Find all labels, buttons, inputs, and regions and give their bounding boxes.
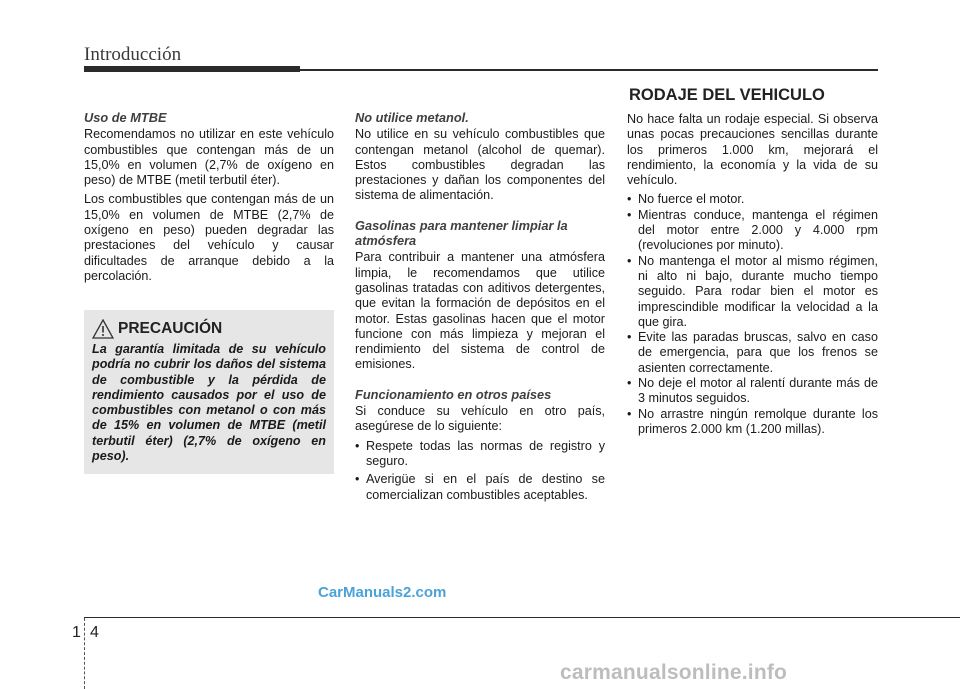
- footer-rule: [84, 617, 960, 618]
- column-middle: [355, 110, 605, 506]
- paragraph-rodaje-intro: No hace falta un rodaje especial. Si observa unas pocas precauciones sencillas durante los primeros 1.000 km, mejorará el rendimiento, la economía y la vida de su vehículo.: [627, 112, 878, 188]
- list-item: • No mantenga el motor al mismo régimen, ni alto ni bajo, durante mucho tiempo seguido. Para rodar bien el motor es imprescindible modificar la velocidad a la que gira.: [627, 254, 878, 330]
- paragraph-gasolinas: Para contribuir a mantener una atmósfera limpia, le recomendamos que utilice gasolinas tratadas con aditivos detergentes, que evitan la formación de depósitos en el motor. Estas gasolinas hacen que el motor funcione con más limpieza y mejoran el rendimiento del sistema de control de emisiones.: [355, 250, 605, 372]
- header-rule-thin: [300, 69, 878, 71]
- list-item: • Averigüe si en el país de destino se comercializan combustibles aceptables.: [355, 472, 605, 503]
- header-rule-thick: [84, 66, 300, 72]
- paragraph-mtbe-1: Recomendamos no utilizar en este vehículo combustibles que contengan más de un 15,0% en volumen (2,7% de oxígeno en peso) de MTBE (metil terbutil éter).: [84, 127, 334, 188]
- caution-header: [92, 318, 326, 340]
- subheading-gasolinas: Gasolinas para mantener limpiar la atmósfera: [355, 217, 568, 249]
- subheading-mtbe: Uso de MTBE: [84, 110, 167, 125]
- warning-triangle-icon: [92, 319, 114, 339]
- subheading-otros-paises: Funcionamiento en otros países: [355, 386, 552, 402]
- subheading-metanol: No utilice metanol.: [355, 110, 469, 125]
- column-left: [84, 110, 334, 288]
- list-item: • Respete todas las normas de registro y seguro.: [355, 439, 605, 470]
- list-item: • No fuerce el motor.: [627, 192, 878, 207]
- paragraph-otros-paises: Si conduce su vehículo en otro país, asegúrese de lo siguiente:: [355, 404, 605, 434]
- page-section-number: 1: [72, 624, 81, 641]
- caution-text: La garantía limitada de su vehículo podría no cubrir los daños del sistema de combustible y la pérdida de rendimiento causados por el uso de combustibles con metanol o con más de 15% en volumen de MTBE (metil terbutil éter) (2,7% de oxígeno en peso).: [92, 342, 326, 464]
- list-item: • No arrastre ningún remolque durante los primeros 2.000 km (1.200 millas).: [627, 407, 878, 438]
- paragraph-mtbe-2: Los combustibles que contengan más de un 15,0% en volumen de MTBE (2,7% de oxígeno en peso) pueden degradar las prestaciones del vehículo y causar dificultades de arranque debido a la percolación.: [84, 192, 334, 283]
- list-item: • No deje el motor al ralentí durante más de 3 minutos seguidos.: [627, 376, 878, 407]
- caution-box: [84, 310, 334, 474]
- chapter-title: Introducción: [84, 44, 182, 65]
- site-watermark: carmanualsonline.info: [560, 661, 788, 684]
- list-item: • Evite las paradas bruscas, salvo en caso de emergencia, para que los frenos se asienten correctamente.: [627, 330, 878, 376]
- section-title-rodaje: RODAJE DEL VEHICULO: [629, 86, 825, 104]
- caution-title: PRECAUCIÓN: [118, 320, 223, 337]
- list-rodaje: [627, 192, 878, 437]
- list-item: • Mientras conduce, mantenga el régimen del motor entre 2.000 y 4.000 rpm (revoluciones por minuto).: [627, 208, 878, 254]
- paragraph-metanol: No utilice en su vehículo combustibles que contengan metanol (alcohol de quemar). Estos combustibles degradan las prestaciones y dañan los componentes del sistema de alimentación.: [355, 127, 605, 203]
- page-number: 4: [90, 624, 99, 641]
- footer-divider: [84, 618, 85, 689]
- watermark-link[interactable]: CarManuals2.com: [318, 584, 447, 601]
- column-right: [627, 112, 878, 437]
- list-otros-paises: [355, 439, 605, 503]
